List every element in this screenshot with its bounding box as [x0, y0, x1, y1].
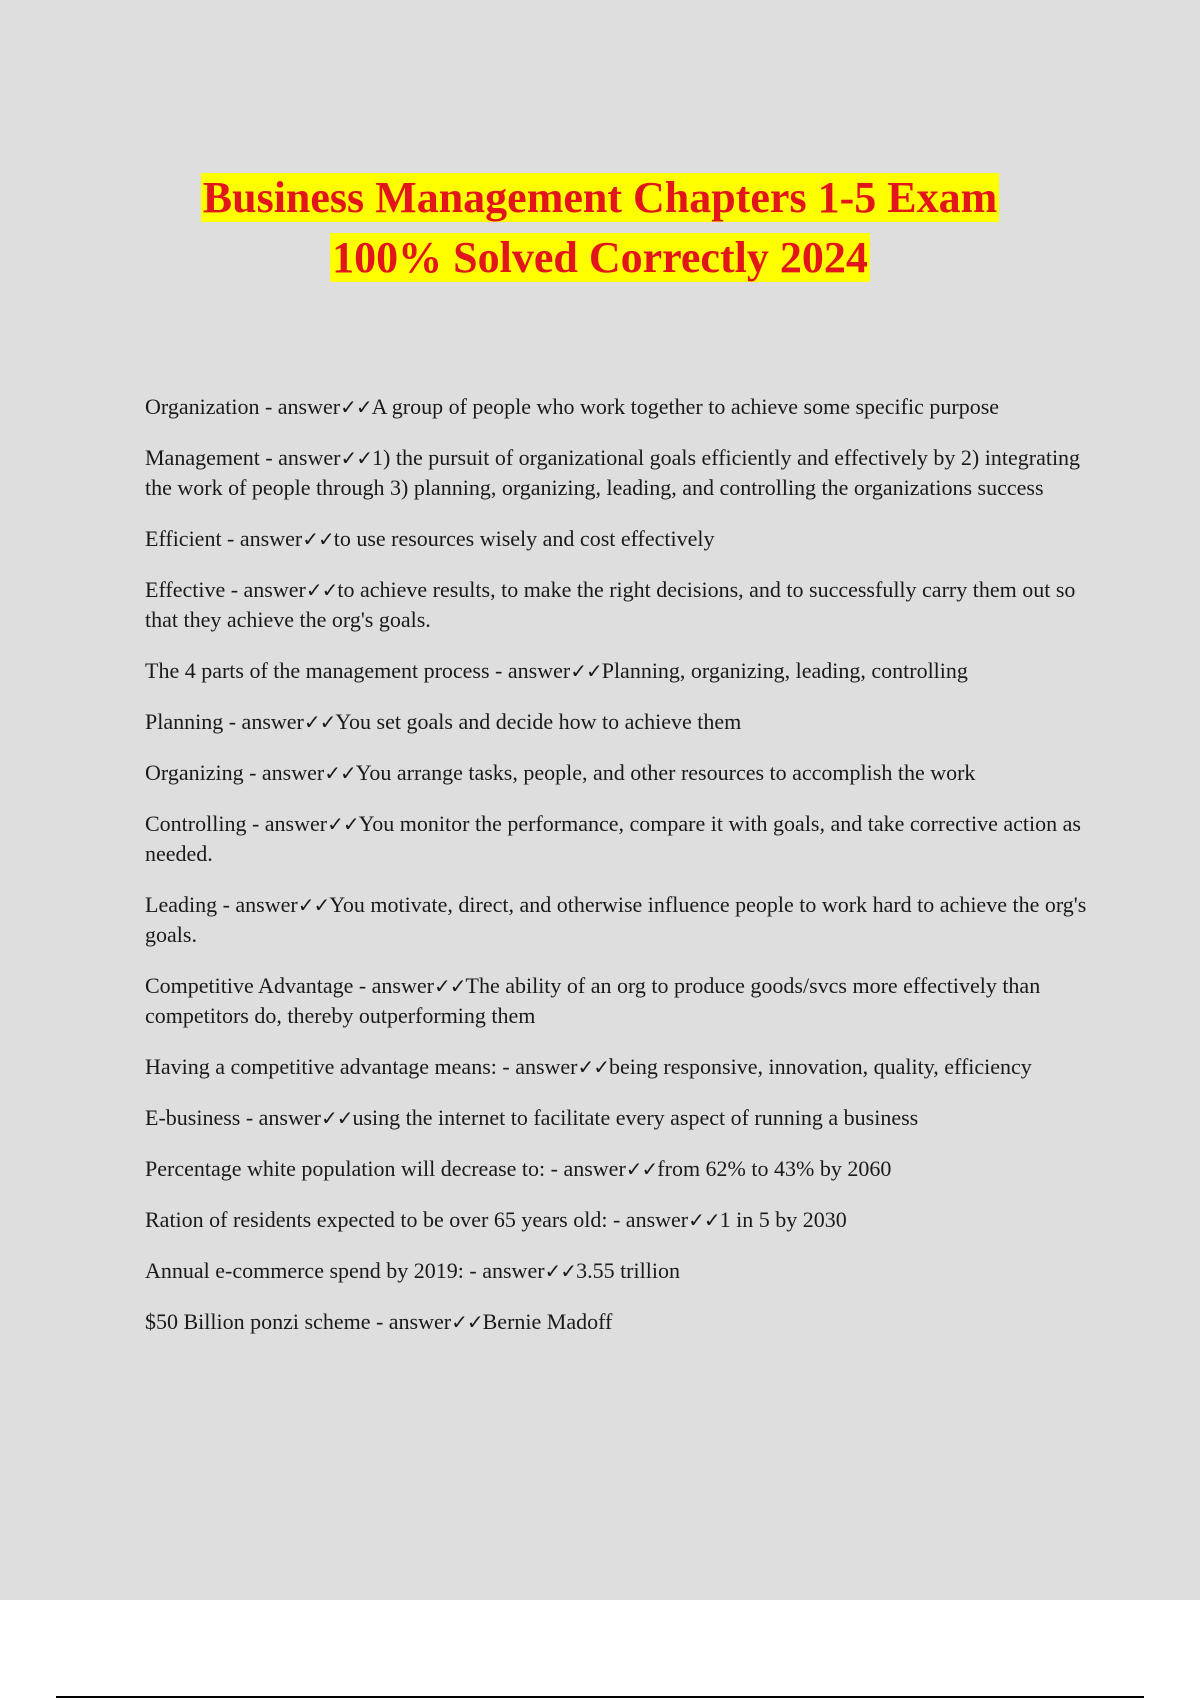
qa-answer: A group of people who work together to achieve some specific purpose	[371, 394, 1000, 419]
double-check-icon: ✓✓	[688, 1208, 720, 1232]
qa-answer: 3.55 trillion	[576, 1258, 680, 1283]
double-check-icon: ✓✓	[433, 974, 466, 998]
qa-item	[145, 392, 1095, 422]
double-check-icon: ✓✓	[324, 761, 356, 785]
qa-term: Having a competitive advantage means: - answer	[145, 1054, 578, 1079]
qa-item	[145, 1256, 1095, 1286]
qa-item	[145, 971, 1095, 1031]
double-check-icon: ✓✓	[570, 659, 602, 683]
qa-term: Organizing - answer	[145, 760, 325, 785]
qa-item	[145, 890, 1095, 950]
double-check-icon: ✓✓	[303, 710, 336, 734]
qa-term: The 4 parts of the management process - answer	[145, 658, 571, 683]
double-check-icon: ✓✓	[577, 1055, 610, 1079]
qa-item	[145, 707, 1095, 737]
double-check-icon: ✓✓	[297, 893, 330, 917]
double-check-icon: ✓✓	[544, 1259, 577, 1283]
qa-answer: from 62% to 43% by 2060	[657, 1156, 892, 1181]
double-check-icon: ✓✓	[320, 1106, 353, 1130]
footer-divider	[56, 1696, 1144, 1698]
qa-item	[145, 1103, 1095, 1133]
qa-answer: The ability of an org to produce goods/svcs more effectively than competitors do, thereby outperforming them	[145, 973, 1041, 1028]
qa-term: E-business - answer	[145, 1105, 321, 1130]
qa-term: Controlling - answer	[145, 811, 328, 836]
qa-answer: You monitor the performance, compare it with goals, and take corrective action as needed.	[145, 811, 1081, 866]
qa-answer: You motivate, direct, and otherwise influence people to work hard to achieve the org's goals.	[145, 892, 1087, 947]
qa-item	[145, 758, 1095, 788]
qa-answer: Planning, organizing, leading, controlling	[601, 658, 968, 683]
qa-answer: to use resources wisely and cost effectively	[333, 526, 715, 551]
qa-item	[145, 1205, 1095, 1235]
qa-answer: You arrange tasks, people, and other resources to accomplish the work	[355, 760, 976, 785]
qa-term: Management - answer	[145, 445, 341, 470]
qa-term: Ration of residents expected to be over 65 years old: - answer	[145, 1207, 689, 1232]
qa-answer: You set goals and decide how to achieve them	[335, 709, 742, 734]
qa-answer: Bernie Madoff	[482, 1309, 613, 1334]
qa-item	[145, 656, 1095, 686]
qa-item	[145, 443, 1095, 503]
qa-item	[145, 1307, 1095, 1337]
document-title	[0, 168, 1200, 288]
qa-term: Annual e-commerce spend by 2019: - answer	[145, 1258, 545, 1283]
double-check-icon: ✓✓	[305, 578, 338, 602]
qa-item	[145, 1052, 1095, 1082]
qa-answer: to achieve results, to make the right decisions, and to successfully carry them out so that they achieve the org's goals.	[145, 577, 1076, 632]
qa-item	[145, 809, 1095, 869]
double-check-icon: ✓✓	[340, 446, 372, 470]
qa-item	[145, 1154, 1095, 1184]
double-check-icon: ✓✓	[340, 395, 372, 419]
qa-item	[145, 524, 1095, 554]
qa-term: Planning - answer	[145, 709, 304, 734]
qa-item	[145, 575, 1095, 635]
qa-answer: being responsive, innovation, quality, efficiency	[609, 1054, 1032, 1079]
qa-answer: using the internet to facilitate every aspect of running a business	[352, 1105, 919, 1130]
qa-term: Percentage white population will decrease to: - answer	[145, 1156, 626, 1181]
double-check-icon: ✓✓	[625, 1157, 658, 1181]
title-line-1: Business Management Chapters 1-5 Exam	[202, 173, 998, 222]
qa-answer: 1) the pursuit of organizational goals efficiently and effectively by 2) integrating the work of people through 3) planning, organizing, leading, and controlling the organizations success	[145, 445, 1081, 500]
title-line-2: 100% Solved Correctly 2024	[332, 233, 868, 282]
qa-term: Organization - answer	[145, 394, 341, 419]
qa-list	[145, 392, 1095, 1358]
double-check-icon: ✓✓	[327, 812, 359, 836]
qa-term: Effective - answer	[145, 577, 306, 602]
qa-term: Leading - answer	[145, 892, 298, 917]
double-check-icon: ✓✓	[302, 527, 334, 551]
double-check-icon: ✓✓	[451, 1310, 483, 1334]
qa-term: $50 Billion ponzi scheme - answer	[145, 1309, 452, 1334]
qa-term: Efficient - answer	[145, 526, 303, 551]
qa-term: Competitive Advantage - answer	[145, 973, 434, 998]
qa-answer: 1 in 5 by 2030	[719, 1207, 847, 1232]
